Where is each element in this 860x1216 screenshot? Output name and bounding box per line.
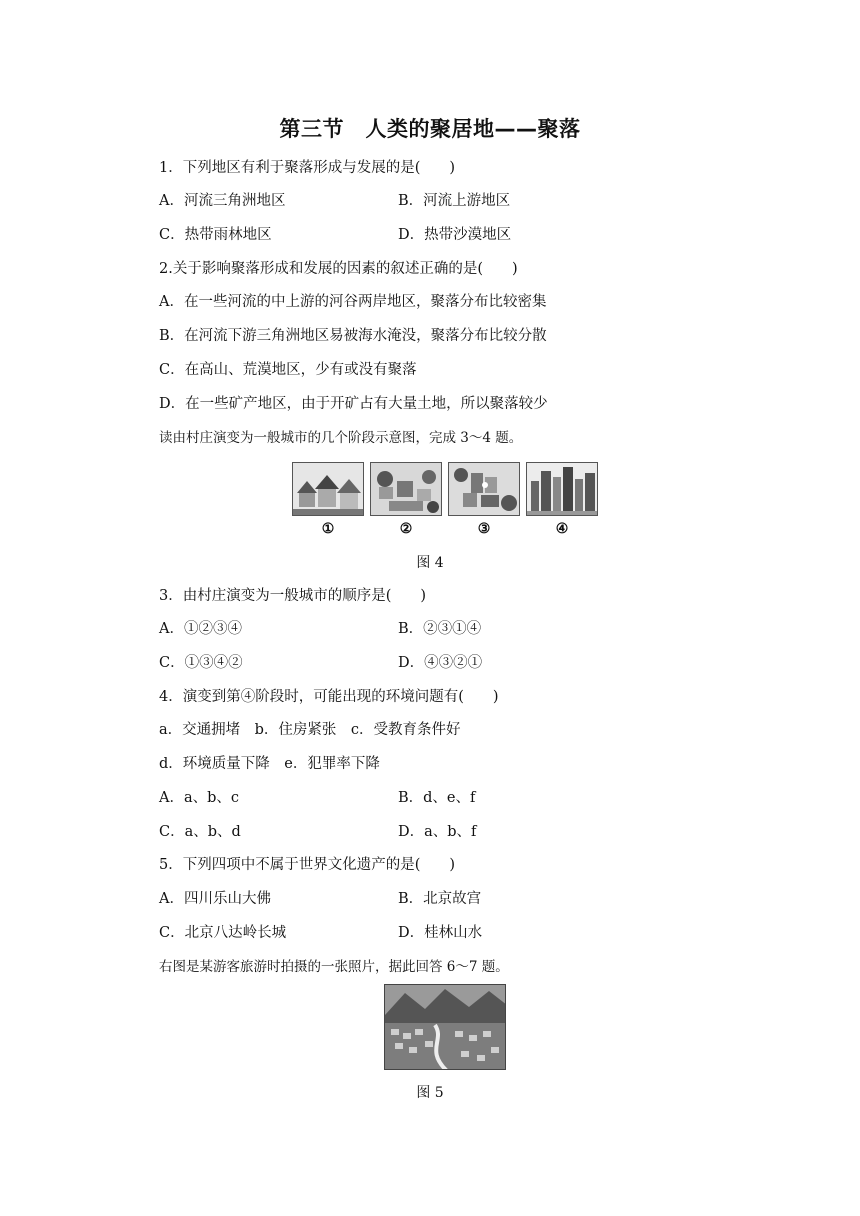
figure-5-photo xyxy=(384,984,506,1070)
small-city-stage-image xyxy=(448,462,520,516)
village-stage-image xyxy=(292,462,364,516)
q4-items-1: a．交通拥堵 b．住房紧张 c．受教育条件好 xyxy=(159,722,461,738)
stage-label: ④ xyxy=(555,521,569,537)
q5-option-c: C．北京八达岭长城 xyxy=(159,925,287,941)
q1-option-c: C．热带雨林地区 xyxy=(159,227,272,243)
page-title: 第三节 人类的聚居地——聚落 xyxy=(279,117,581,141)
figure-4-images xyxy=(292,462,602,518)
q4-stem: 4．演变到第④阶段时，可能出现的环境问题有( ) xyxy=(159,689,499,705)
q1-option-a: A．河流三角洲地区 xyxy=(159,193,286,209)
intro-q6-q7: 右图是某游客旅游时拍摄的一张照片，据此回答 6～7 题。 xyxy=(159,959,509,975)
q2-option-d: D．在一些矿产地区，由于开矿占有大量土地，所以聚落较少 xyxy=(159,396,548,412)
q3-option-b: B．②③①④ xyxy=(398,621,482,637)
q4-option-b: B．d、e、f xyxy=(398,790,476,806)
q4-items-2: d．环境质量下降 e．犯罪率下降 xyxy=(159,756,380,772)
q3-stem: 3．由村庄演变为一般城市的顺序是( ) xyxy=(159,588,427,604)
q5-option-d: D．桂林山水 xyxy=(398,925,483,941)
figure-4-caption: 图 4 xyxy=(416,555,444,571)
q5-stem: 5．下列四项中不属于世界文化遗产的是( ) xyxy=(159,857,456,873)
q4-option-d: D．a、b、f xyxy=(398,824,477,840)
town-stage-image xyxy=(370,462,442,516)
q4-option-a: A．a、b、c xyxy=(159,790,240,806)
figure-5-caption: 图 5 xyxy=(416,1085,444,1101)
figure-4-labels xyxy=(292,521,602,537)
q5-option-a: A．四川乐山大佛 xyxy=(159,891,271,907)
q1-option-d: D．热带沙漠地区 xyxy=(398,227,512,243)
stage-label: ① xyxy=(321,521,335,537)
q4-option-c: C．a、b、d xyxy=(159,824,241,840)
stage-label: ③ xyxy=(477,521,491,537)
q5-option-b: B．北京故宫 xyxy=(398,891,482,907)
q3-option-c: C．①③④② xyxy=(159,655,243,671)
q2-option-b: B．在河流下游三角洲地区易被海水淹没，聚落分布比较分散 xyxy=(159,328,547,344)
intro-q3-q4: 读由村庄演变为一般城市的几个阶段示意图，完成 3～4 题。 xyxy=(159,430,523,446)
big-city-stage-image xyxy=(526,462,598,516)
stage-label: ② xyxy=(399,521,413,537)
q3-option-d: D．④③②① xyxy=(398,655,483,671)
q2-option-c: C．在高山、荒漠地区，少有或没有聚落 xyxy=(159,362,417,378)
q3-option-a: A．①②③④ xyxy=(159,621,242,637)
q1-stem: 1．下列地区有利于聚落形成与发展的是( ) xyxy=(159,160,456,176)
q2-stem: 2.关于影响聚落形成和发展的因素的叙述正确的是( ) xyxy=(159,261,518,277)
q1-option-b: B．河流上游地区 xyxy=(398,193,511,209)
q2-option-a: A．在一些河流的中上游的河谷两岸地区，聚落分布比较密集 xyxy=(159,294,547,310)
